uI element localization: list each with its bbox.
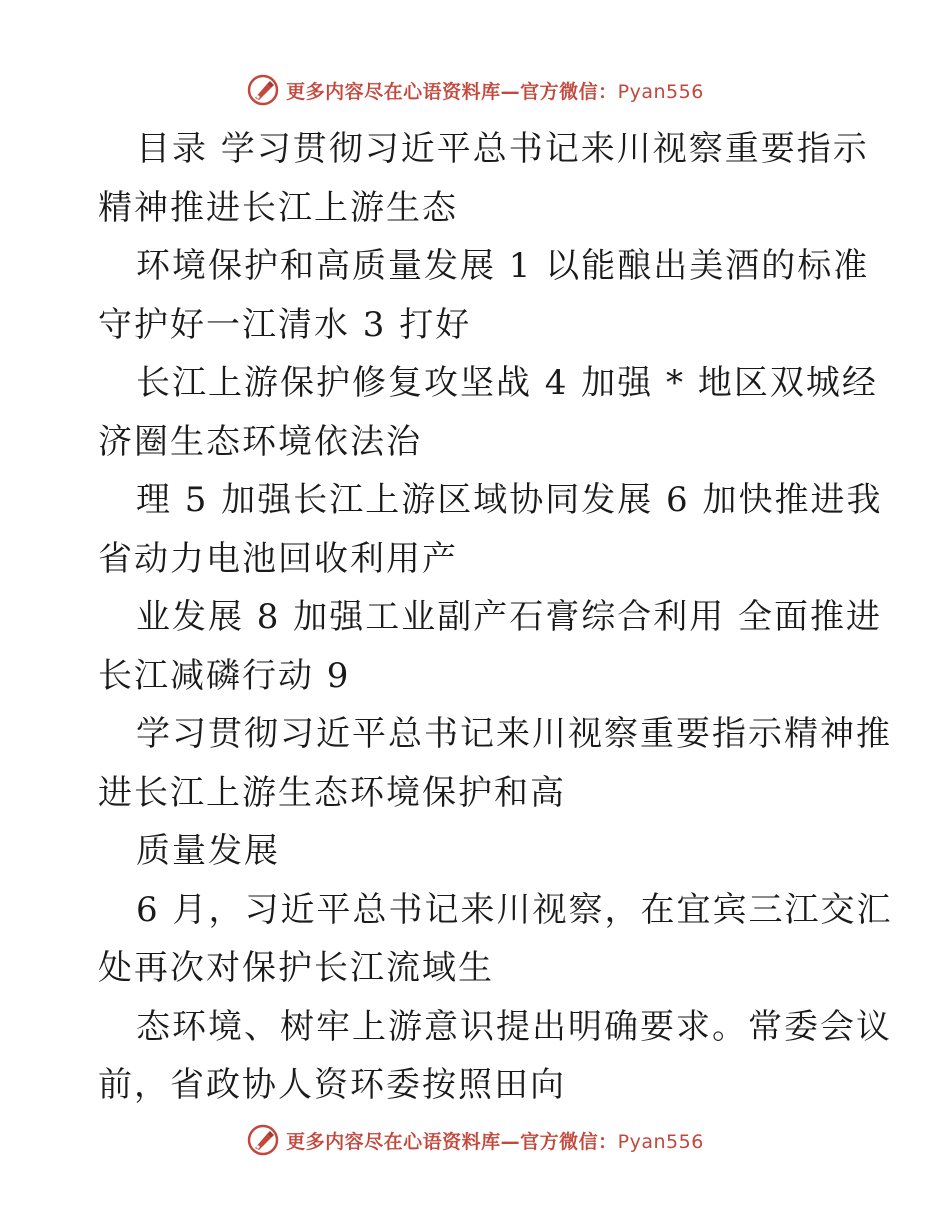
- text-line: 态环境、树牢上游意识提出明确要求。常委会议: [136, 1006, 892, 1047]
- banner-text: 更多内容尽在心语资料库—官方微信：Pyan556: [286, 80, 704, 103]
- text-line: 处再次对保护长江流域生: [98, 948, 494, 988]
- text-line: 精神推进长江上游生态: [98, 187, 458, 228]
- text-line: 进长江上游生态环境保护和高: [98, 772, 566, 813]
- text-line: 目录 学习贯彻习近平总书记来川视察重要指示: [136, 129, 869, 169]
- text-line: 学习贯彻习近平总书记来川视察重要指示精神推: [136, 714, 892, 754]
- banner-handle: Pyan556: [617, 80, 704, 103]
- document-body: [98, 120, 893, 1115]
- text-line: 长江减磷行动 9: [98, 655, 351, 696]
- footer-banner: [0, 1120, 950, 1160]
- pen-nib-logo-icon: [246, 73, 280, 107]
- text-line: 省动力电池回收利用产: [98, 538, 458, 579]
- banner-text: 更多内容尽在心语资料库—官方微信：Pyan556: [286, 1130, 704, 1153]
- text-line: 前，省政协人资环委按照田向: [98, 1065, 566, 1105]
- pen-nib-logo-icon: [246, 1123, 280, 1157]
- text-line: 理 5 加强长江上游区域协同发展 6 加快推进我: [136, 480, 883, 520]
- text-line: 守护好一江清水 3 打好: [98, 304, 472, 345]
- text-line: 质量发展: [136, 831, 280, 871]
- text-line: 济圈生态环境依法治: [98, 421, 422, 462]
- text-line: 长江上游保护修复攻坚战 4 加强 * 地区双城经: [136, 363, 878, 403]
- banner-handle: Pyan556: [617, 1130, 704, 1153]
- text-line: 6 月，习近平总书记来川视察，在宜宾三江交汇: [136, 889, 893, 930]
- header-banner: [0, 70, 950, 110]
- text-line: 业发展 8 加强工业副产石膏综合利用 全面推进: [136, 597, 883, 637]
- text-line: 环境保护和高质量发展 1 以能酿出美酒的标准: [136, 246, 870, 286]
